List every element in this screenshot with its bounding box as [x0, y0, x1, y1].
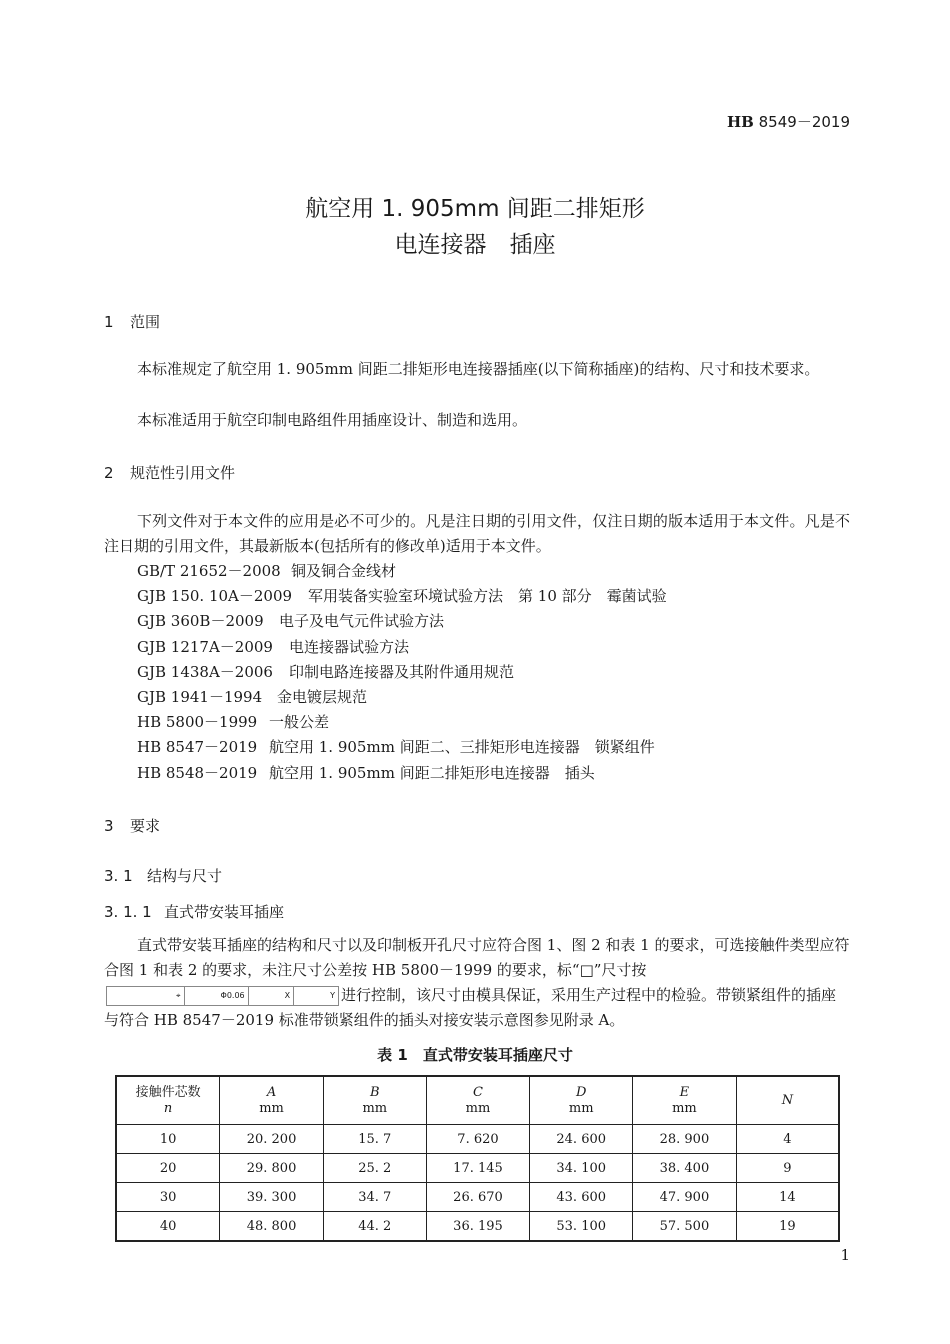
column-header: E mm: [633, 1076, 737, 1125]
section-3-1-1-paragraph: 直式带安装耳插座的结构和尺寸以及印制板开孔尺寸应符合图 1、图 2 和表 1 的要求，可选接触件类型应符合图 1 和表 2 的要求，未注尺寸公差按 HB 5800－1999 的要求，标“□”尺寸按⌖ Φ0.06 X Y 进行控制，该尺寸由模具保证，采用生产过程中的检验。带锁紧组件的插座与符合 HB 8547－2019 标准带锁紧组件的插头对接安装示意图参见附录 A。: [104, 936, 850, 1029]
standard-prefix: HB: [727, 113, 754, 131]
document-title-line2: 电连接器 插座: [394, 232, 556, 258]
section-1-paragraph-2: 本标准适用于航空印制电路组件用插座设计、制造和选用。: [137, 411, 528, 429]
table-row: 40 48. 800 44. 2 36. 195 53. 100 57. 500 19: [116, 1212, 839, 1242]
reference-item: GB/T 21652－2008 铜及铜合金线材: [137, 562, 397, 580]
reference-item: GJB 1438A－2006 印制电路连接器及其附件通用规范: [137, 662, 515, 681]
section-1-heading: 1 范围: [104, 313, 161, 331]
reference-item: HB 8548－2019 航空用 1. 905mm 间距二排矩形电连接器 插头: [137, 763, 595, 782]
section-1-paragraph-1: 本标准规定了航空用 1. 905mm 间距二排矩形电连接器插座(以下简称插座)的结构、尺寸和技术要求。: [137, 360, 820, 378]
table-1: [115, 1075, 840, 1242]
section-2-heading: 2 规范性引用文件: [104, 464, 236, 482]
reference-item: HB 5800－1999 一般公差: [137, 713, 330, 732]
column-header: 接触件芯数 n: [116, 1076, 220, 1125]
table-header-row: [116, 1076, 839, 1125]
column-header: B mm: [323, 1076, 426, 1125]
column-header: N: [736, 1076, 839, 1125]
section-3-heading: 3 要求: [104, 817, 161, 835]
reference-item: GJB 1941－1994 金电镀层规范: [137, 688, 368, 707]
reference-item: GJB 1217A－2009 电连接器试验方法: [137, 637, 410, 656]
standard-code: 8549－2019: [758, 113, 850, 131]
reference-item: GJB 150. 10A－2009 军用装备实验室环境试验方法 第 10 部分 霉菌试验: [137, 587, 667, 606]
normative-references-list: [137, 559, 667, 786]
column-header: C mm: [426, 1076, 530, 1125]
reference-item: HB 8547－2019 航空用 1. 905mm 间距二、三排矩形电连接器 锁紧组件: [137, 738, 655, 757]
column-header: D mm: [530, 1076, 633, 1125]
column-header: A mm: [220, 1076, 324, 1125]
table-row: 20 29. 800 25. 2 17. 145 34. 100 38. 400 9: [116, 1154, 839, 1183]
section-2-paragraph-1: 下列文件对于本文件的应用是必不可少的。凡是注日期的引用文件，仅注日期的版本适用于本文件。凡是不注日期的引用文件，其最新版本(包括所有的修改单)适用于本文件。: [104, 512, 850, 555]
table-row: 30 39. 300 34. 7 26. 670 43. 600 47. 900 14: [116, 1183, 839, 1212]
position-tolerance-frame: ⌖ Φ0.06 X Y: [106, 986, 339, 1006]
table-1-caption: 表 1 直式带安装耳插座尺寸: [377, 1046, 573, 1064]
page-number: 1: [840, 1246, 850, 1264]
table-row: 10 20. 200 15. 7 7. 620 24. 600 28. 900 4: [116, 1125, 839, 1154]
section-3-1-1-heading: 3. 1. 1 直式带安装耳插座: [104, 903, 285, 921]
section-3-1-heading: 3. 1 结构与尺寸: [104, 867, 223, 885]
document-title-line1: 航空用 1. 905mm 间距二排矩形: [305, 196, 645, 222]
reference-item: GJB 360B－2009 电子及电气元件试验方法: [137, 612, 445, 631]
standard-number: [0, 111, 850, 132]
position-tolerance-icon: ⌖: [140, 987, 185, 1005]
